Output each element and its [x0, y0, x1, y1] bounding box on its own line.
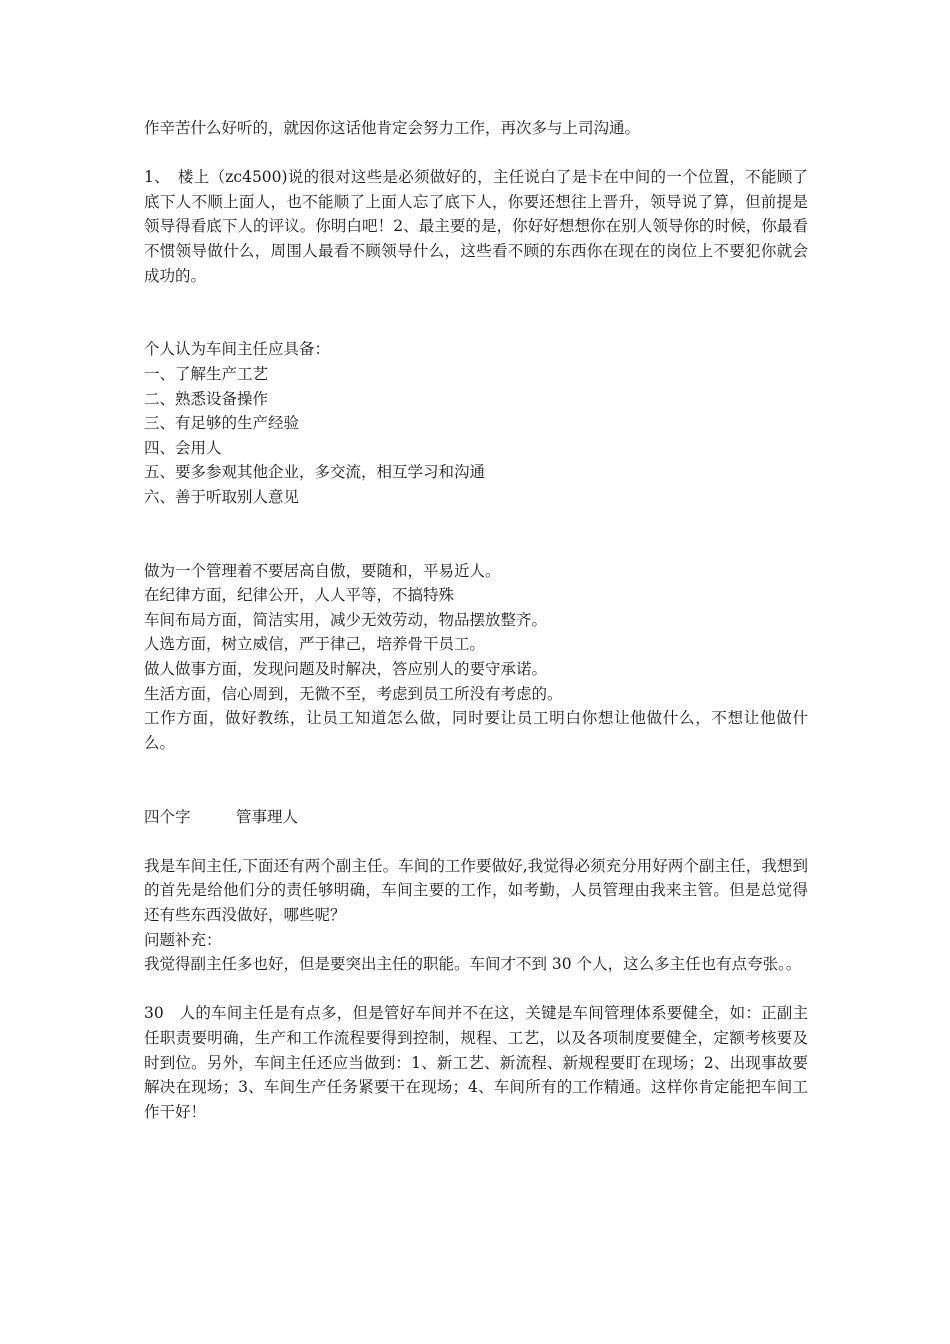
- supplement-paragraph: 我觉得副主任多也好，但是要突出主任的职能。车间才不到 30 个人，这么多主任也有点夸张。。: [144, 955, 802, 974]
- intro-paragraph: 作辛苦什么好听的，就因你这话他肯定会努力工作，再次多与上司沟通。: [144, 119, 641, 137]
- management-line: 人选方面，树立威信，严于律己，培养骨干员工。: [144, 635, 486, 654]
- spacer: [144, 755, 808, 804]
- management-line: 做人做事方面，发现问题及时解决，答应别人的要守承诺。: [144, 660, 548, 679]
- list-item: 四、会用人: [144, 438, 222, 457]
- management-line: 工作方面，做好教练，让员工知道怎么做，同时要让员工明白你想让他做什么，不想让他做什么。: [144, 709, 808, 752]
- four-chars-line: [144, 805, 808, 830]
- spacer: [144, 977, 808, 1002]
- four-chars-value: 管事理人: [236, 807, 299, 826]
- management-line: 生活方面，信心周到，无微不至，考虑到员工所没有考虑的。: [144, 684, 563, 703]
- management-line: 做为一个管理着不要居高自傲，要随和，平易近人。: [144, 561, 501, 580]
- spacer: [144, 510, 808, 559]
- spacer: [144, 829, 808, 854]
- list-item: 二、熟悉设备操作: [144, 389, 269, 408]
- management-line: 车间布局方面，简洁实用，减少无效劳动，物品摆放整齐。: [144, 610, 548, 629]
- document-body: [144, 116, 808, 1124]
- list-item: 一、了解生产工艺: [144, 364, 269, 383]
- list-intro: 个人认为车间主任应具备：: [144, 340, 331, 359]
- four-chars-label: 四个字: [144, 807, 191, 826]
- list-item: 六、善于听取别人意见: [144, 487, 300, 506]
- spacer: [144, 141, 808, 166]
- question-paragraph: 我是车间主任,下面还有两个副主任。车间的工作要做好,我觉得必须充分用好两个副主任，我想到的首先是给他们分的责任够明确，车间主要的工作，如考勤，人员管理由我来主管。但是总觉得还有些东西没做好，哪些呢？: [144, 856, 808, 924]
- supplement-label: 问题补充：: [144, 930, 222, 949]
- management-line: 在纪律方面，纪律公开，人人平等，不搞特殊: [144, 586, 455, 605]
- list-item: 五、要多参观其他企业，多交流，相互学习和沟通: [144, 463, 486, 482]
- list-item: 三、有足够的生产经验: [144, 414, 300, 433]
- answer-one-paragraph: 1、 楼上（zc4500)说的很对这些是必须做好的，主任说白了是卡在中间的一个位置，不能顾了底下人不顺上面人，也不能顺了上面人忘了底下人，你要还想往上晋升，领导说了算，但前提是领导得看底下人的评议。你明白吧！2、最主要的是，你好好想想你在别人领导你的时候，你最看不惯领导做什么，周围人最看不顾领导什么，这些看不顾的东西你在现在的岗位上不要犯你就会成功的。: [144, 168, 808, 285]
- final-answer-paragraph: 30 人的车间主任是有点多，但是管好车间并不在这，关键是车间管理体系要健全，如：正副主任职责要明确，生产和工作流程要得到控制，规程、工艺，以及各项制度要健全，定额考核要及时到位。另外，车间主任还应当做到：1、新工艺、新流程、新规程要盯在现场；2、出现事故要解决在现场；3、车间生产任务紧要干在现场；4、车间所有的工作精通。这样你肯定能把车间工作干好！: [144, 1004, 808, 1121]
- spacer: [144, 288, 808, 337]
